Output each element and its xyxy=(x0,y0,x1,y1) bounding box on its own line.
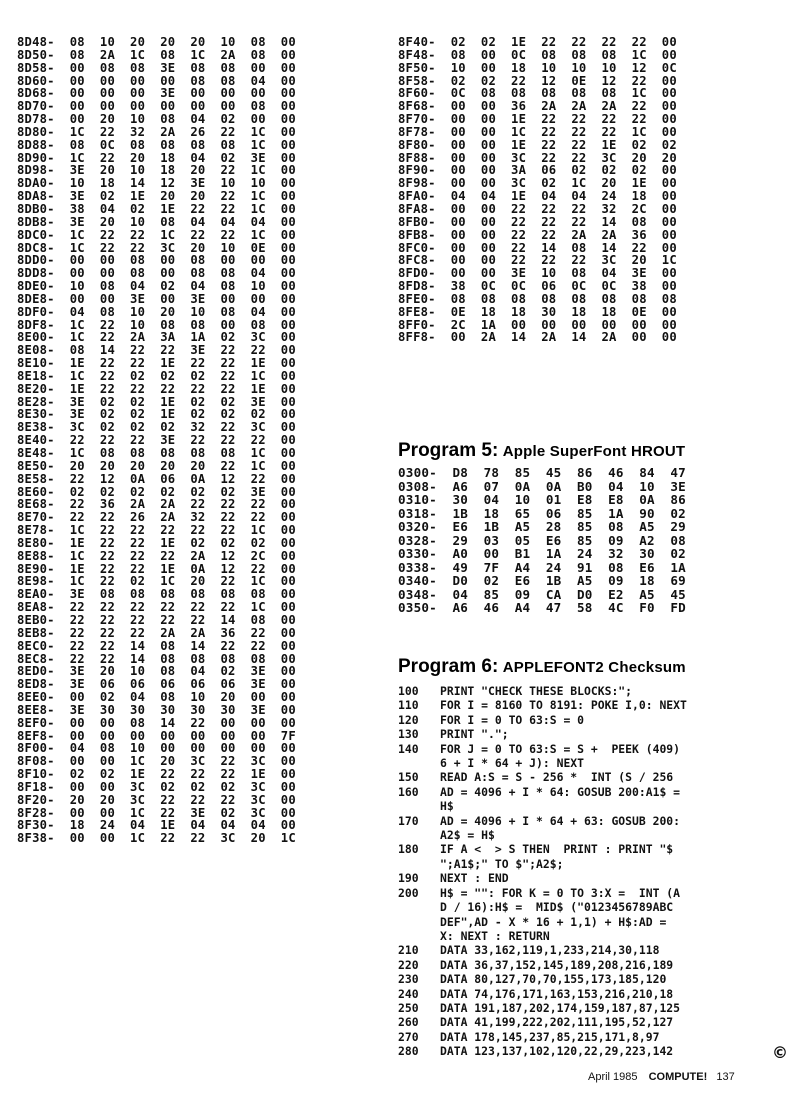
basic-line-code: DATA 123,137,102,120,22,29,223,142 xyxy=(440,1044,674,1059)
hex-row: 8F70- 00 00 1E 22 22 22 22 00 xyxy=(398,112,677,127)
basic-line xyxy=(398,886,793,944)
basic-line-code: IF A < > S THEN PRINT : PRINT "$ ";A1$;" TO $";A2$; xyxy=(440,842,674,871)
basic-line-number: 210 xyxy=(398,943,419,958)
hex-row: 8E70- 22 22 26 2A 32 22 22 00 xyxy=(17,510,296,525)
hex-row: 8FD8- 38 0C 0C 06 0C 0C 38 00 xyxy=(398,279,677,294)
hex-row: 0310- 30 04 10 01 E8 E8 0A 86 xyxy=(398,492,686,507)
hex-row: 8FE0- 08 08 08 08 08 08 08 08 xyxy=(398,291,677,306)
hex-row: 0318- 1B 18 65 06 85 1A 90 02 xyxy=(398,505,686,521)
hex-row: 8FF0- 2C 1A 00 00 00 00 00 00 xyxy=(398,317,677,332)
hex-row: 0320- E6 1B A5 28 85 08 A5 29 xyxy=(398,519,686,534)
program5-title: Apple SuperFont HROUT xyxy=(502,443,686,460)
basic-line-code: READ A:S = S - 256 * INT (S / 256 xyxy=(440,770,674,785)
hex-row: 8E90- 1E 22 22 1E 0A 12 22 00 xyxy=(17,561,296,576)
basic-line xyxy=(398,987,793,1001)
basic-line-code: DATA 80,127,70,70,155,173,185,120 xyxy=(440,972,667,987)
hex-row: 0350- A6 46 A4 47 58 4C F0 FD xyxy=(398,600,686,615)
hex-row: 8FC0- 00 00 22 14 08 14 22 00 xyxy=(398,240,677,255)
hex-row: 8DD8- 00 00 08 00 08 08 04 00 xyxy=(17,266,296,281)
basic-line xyxy=(398,713,793,727)
basic-line xyxy=(398,727,793,741)
basic-line-number: 100 xyxy=(398,684,419,698)
hex-row: 8EC0- 22 22 14 08 14 22 22 00 xyxy=(17,638,296,653)
hex-row: 8E50- 20 20 20 20 20 22 1C 00 xyxy=(17,458,296,473)
hex-row: 0308- A6 07 0A 0A B0 04 10 3E xyxy=(398,478,686,494)
hex-row: 8DB8- 3E 20 10 08 04 04 04 00 xyxy=(17,214,296,229)
hex-row: 8ED8- 3E 06 06 06 06 06 3E 00 xyxy=(17,677,296,692)
hex-row: 0340- D0 02 E6 1B A5 09 18 69 xyxy=(398,573,686,588)
basic-line-code: DATA 178,145,237,85,215,171,8,97 xyxy=(440,1029,660,1044)
basic-line xyxy=(398,1044,793,1058)
basic-line-number: 220 xyxy=(398,957,419,972)
hex-row: 8FB0- 00 00 22 22 22 14 08 00 xyxy=(398,214,677,229)
basic-line-code: DATA 41,199,222,202,111,195,52,127 xyxy=(440,1015,674,1030)
hex-row: 8EB0- 22 22 22 22 22 14 08 00 xyxy=(17,612,296,627)
hex-row: 8F18- 00 00 3C 02 02 02 3C 00 xyxy=(17,779,296,794)
hex-row: 8D68- 00 00 00 3E 00 00 00 00 xyxy=(17,86,296,101)
basic-line-number: 190 xyxy=(398,871,419,886)
hex-row: 8F58- 02 02 22 12 0E 12 22 00 xyxy=(398,73,677,88)
hex-row: 8E60- 02 02 02 02 02 02 3E 00 xyxy=(17,484,296,499)
hex-row: 8E68- 22 36 2A 2A 22 22 22 00 xyxy=(17,497,296,512)
hex-row: 8DD0- 00 00 08 00 08 00 00 00 xyxy=(17,253,296,268)
basic-line-code: DATA 36,37,152,145,189,208,216,189 xyxy=(440,957,674,972)
basic-line xyxy=(398,958,793,972)
hex-row: 8D60- 00 00 00 00 08 08 04 00 xyxy=(17,73,296,88)
hex-row: 8F90- 00 00 3A 06 02 02 02 00 xyxy=(398,163,677,178)
hex-dump-right-column xyxy=(398,36,677,344)
hex-row: 8E30- 3E 02 02 1E 02 02 02 00 xyxy=(17,407,296,422)
hex-row: 8FA0- 04 04 1E 04 04 24 18 00 xyxy=(398,189,677,204)
hex-row: 8D70- 00 00 00 00 00 00 08 00 xyxy=(17,99,296,114)
program6-label: Program 6: xyxy=(398,656,499,677)
hex-row: 8DE8- 00 00 3E 00 3E 00 00 00 xyxy=(17,291,296,306)
hex-row: 8EC8- 22 22 14 08 08 08 08 00 xyxy=(17,651,296,666)
hex-row: 8E48- 1C 08 08 08 08 08 1C 00 xyxy=(17,446,296,460)
basic-line-number: 270 xyxy=(398,1029,419,1044)
hex-row: 8E78- 1C 22 22 22 22 22 1C 00 xyxy=(17,523,296,538)
basic-line-number: 180 xyxy=(398,842,419,857)
hex-row: 0330- A0 00 B1 1A 24 32 30 02 xyxy=(398,546,686,561)
hex-row: 8E00- 1C 22 2A 3A 1A 02 3C 00 xyxy=(17,330,296,345)
basic-line-number: 240 xyxy=(398,986,419,1001)
hex-row: 8FE8- 0E 18 18 30 18 18 0E 00 xyxy=(398,304,677,319)
hex-row: 8FA8- 00 00 22 22 22 32 2C 00 xyxy=(398,201,677,216)
basic-line-number: 170 xyxy=(398,813,419,828)
hex-row: 0338- 49 7F A4 24 91 08 E6 1A xyxy=(398,559,686,575)
hex-row: 8EF8- 00 00 00 00 00 00 00 7F xyxy=(17,728,296,743)
hex-row: 8D88- 08 0C 08 08 08 08 1C 00 xyxy=(17,137,296,152)
hex-row: 8EE8- 3E 30 30 30 30 30 3E 00 xyxy=(17,702,296,717)
hex-row: 8FB8- 00 00 22 22 2A 2A 36 00 xyxy=(398,227,677,242)
hex-row: 8E58- 22 12 0A 06 0A 12 22 00 xyxy=(17,471,296,486)
basic-line xyxy=(398,785,793,814)
hex-row: 0328- 29 03 05 E6 85 09 A2 08 xyxy=(398,532,686,548)
hex-row: 8F28- 00 00 1C 22 3E 02 3C 00 xyxy=(17,805,296,820)
basic-line xyxy=(398,1030,793,1044)
hex-row: 8E98- 1C 22 02 1C 20 22 1C 00 xyxy=(17,574,296,589)
hex-row: 8D80- 1C 22 32 2A 26 22 1C 00 xyxy=(17,124,296,139)
basic-line xyxy=(398,742,793,771)
hex-row: 8F20- 20 20 3C 22 22 22 3C 00 xyxy=(17,792,296,807)
program5-heading xyxy=(398,440,685,462)
hex-row: 8F30- 18 24 04 1E 04 04 04 00 xyxy=(17,818,296,833)
basic-line-number: 140 xyxy=(398,741,419,756)
basic-line-number: 120 xyxy=(398,712,419,727)
basic-line-number: 260 xyxy=(398,1015,419,1030)
basic-line-number: 280 xyxy=(398,1044,419,1059)
basic-line xyxy=(398,943,793,957)
footer-page-number: 137 xyxy=(716,1071,735,1083)
basic-line-number: 150 xyxy=(398,770,419,785)
basic-line-code: PRINT "CHECK THESE BLOCKS:"; xyxy=(440,684,633,698)
hex-row: 8F38- 00 00 1C 22 22 3C 20 1C xyxy=(17,831,296,846)
basic-line-code: AD = 4096 + I * 64 + 63: GOSUB 200: A2$ = H$ xyxy=(440,813,681,843)
basic-line xyxy=(398,814,793,843)
hex-row: 8EB8- 22 22 22 2A 2A 36 22 00 xyxy=(17,625,296,640)
hex-row: 8D90- 1C 22 20 18 04 02 3E 00 xyxy=(17,150,296,165)
basic-line-code: FOR J = 0 TO 63:S = S + PEEK (409) 6 + I * 64 + J): NEXT xyxy=(440,741,681,771)
basic-line-code: DATA 74,176,171,163,153,216,210,18 xyxy=(440,986,674,1001)
hex-row: 8DC0- 1C 22 22 1C 22 22 1C 00 xyxy=(17,227,296,242)
basic-line-code: DATA 33,162,119,1,233,214,30,118 xyxy=(440,943,660,958)
hex-row: 8F50- 10 00 18 10 10 10 12 0C xyxy=(398,60,677,75)
program6-title: APPLEFONT2 Checksum xyxy=(502,659,686,676)
basic-line-number: 160 xyxy=(398,784,419,799)
hex-row: 8E08- 08 14 22 22 3E 22 22 00 xyxy=(17,343,296,358)
hex-row: 8E88- 1C 22 22 22 2A 12 2C 00 xyxy=(17,548,296,563)
basic-line xyxy=(398,1015,793,1029)
hex-row: 8DB0- 38 04 02 1E 22 22 1C 00 xyxy=(17,201,296,216)
hex-row: 8F88- 00 00 3C 22 22 3C 20 20 xyxy=(398,150,677,165)
hex-row: 8DC8- 1C 22 22 3C 20 10 0E 00 xyxy=(17,240,296,255)
page-footer xyxy=(588,1071,735,1083)
basic-line-code: PRINT "."; xyxy=(440,727,509,742)
hex-row: 8ED0- 3E 20 10 08 04 02 3E 00 xyxy=(17,664,296,679)
basic-line xyxy=(398,684,793,698)
hex-row: 8E10- 1E 22 22 1E 22 22 1E 00 xyxy=(17,356,296,371)
program5-hex-listing xyxy=(398,466,686,615)
basic-line-code: FOR I = 8160 TO 8191: POKE I,0: NEXT xyxy=(440,698,687,713)
hex-row: 8DF0- 04 08 10 20 10 08 04 00 xyxy=(17,304,296,319)
basic-line xyxy=(398,842,793,871)
basic-line xyxy=(398,1001,793,1015)
basic-line-number: 130 xyxy=(398,727,419,742)
basic-line-code: NEXT : END xyxy=(440,871,509,886)
hex-row: 8EA0- 3E 08 08 08 08 08 08 00 xyxy=(17,587,296,602)
hex-row: 8FF8- 00 2A 14 2A 14 2A 00 00 xyxy=(398,330,677,345)
hex-row: 8FD0- 00 00 3E 10 08 04 3E 00 xyxy=(398,266,677,281)
hex-row: 8F68- 00 00 36 2A 2A 2A 22 00 xyxy=(398,99,677,114)
hex-row: 8EE0- 00 02 04 08 10 20 00 00 xyxy=(17,690,296,705)
basic-line xyxy=(398,770,793,784)
hex-row: 8F48- 08 00 0C 08 08 08 1C 00 xyxy=(398,47,677,62)
hex-row: 8D58- 00 08 08 3E 08 08 00 00 xyxy=(17,60,296,75)
hex-row: 8F98- 00 00 3C 02 1C 20 1E 00 xyxy=(398,176,677,191)
basic-line-number: 230 xyxy=(398,972,419,987)
program6-heading xyxy=(398,656,686,678)
basic-line xyxy=(398,871,793,885)
basic-line-number: 200 xyxy=(398,885,419,900)
hex-row: 8F78- 00 00 1C 22 22 22 1C 00 xyxy=(398,124,677,139)
basic-line-number: 250 xyxy=(398,1000,419,1015)
hex-row: 8E18- 1C 22 02 02 02 22 1C 00 xyxy=(17,368,296,383)
hex-row: 8EF0- 00 00 08 14 22 00 00 00 xyxy=(17,715,296,730)
program5-label: Program 5: xyxy=(398,440,499,461)
hex-row: 8F80- 00 00 1E 22 22 1E 02 02 xyxy=(398,137,677,152)
hex-row: 8D98- 3E 20 10 18 20 22 1C 00 xyxy=(17,163,296,178)
hex-row: 8EA8- 22 22 22 22 22 22 1C 00 xyxy=(17,600,296,615)
program6-basic-listing xyxy=(398,684,793,1059)
hex-dump-left-column xyxy=(17,36,296,845)
copyright-symbol: © xyxy=(772,1043,788,1062)
hex-row: 8DA0- 10 18 14 12 3E 10 10 00 xyxy=(17,176,296,191)
hex-row: 0348- 04 85 09 CA D0 E2 A5 45 xyxy=(398,586,686,602)
hex-row: 0300- D8 78 85 45 86 46 84 47 xyxy=(398,465,686,480)
basic-line-number: 110 xyxy=(398,698,419,713)
hex-row: 8F10- 02 02 1E 22 22 22 1E 00 xyxy=(17,767,296,782)
hex-row: 8E20- 1E 22 22 22 22 22 1E 00 xyxy=(17,381,296,396)
basic-line xyxy=(398,972,793,986)
basic-line-code: H$ = "": FOR K = 0 TO 3:X = INT (A D / 16):H$ = MID$ ("0123456789ABC DEF",AD - X * 16 + 1,1) + H$:AD = X: NEXT : RETURN xyxy=(440,885,681,943)
footer-date: April 1985 xyxy=(588,1071,638,1083)
hex-row: 8F40- 02 02 1E 22 22 22 22 00 xyxy=(398,35,677,49)
hex-row: 8F60- 0C 08 08 08 08 08 1C 00 xyxy=(398,86,677,101)
hex-row: 8E38- 3C 02 02 02 32 22 3C 00 xyxy=(17,420,296,435)
hex-row: 8D48- 08 10 20 20 20 10 08 00 xyxy=(17,35,296,49)
hex-row: 8D50- 08 2A 1C 08 1C 2A 08 00 xyxy=(17,47,296,62)
basic-line-code: DATA 191,187,202,174,159,187,87,125 xyxy=(440,1000,681,1015)
hex-row: 8E80- 1E 22 22 1E 02 02 02 00 xyxy=(17,535,296,550)
hex-row: 8E28- 3E 02 02 1E 02 02 3E 00 xyxy=(17,394,296,409)
footer-magazine: COMPUTE! xyxy=(648,1071,708,1083)
hex-row: 8F08- 00 00 1C 20 3C 22 3C 00 xyxy=(17,754,296,769)
hex-row: 8D78- 00 20 10 08 04 02 00 00 xyxy=(17,112,296,127)
hex-row: 8DF8- 1C 22 10 08 08 00 08 00 xyxy=(17,317,296,332)
basic-line-code: FOR I = 0 TO 63:S = 0 xyxy=(440,712,585,727)
basic-line xyxy=(398,698,793,712)
basic-line-code: AD = 4096 + I * 64: GOSUB 200:A1$ = H$ xyxy=(440,784,681,814)
hex-row: 8E40- 22 22 22 3E 22 22 22 00 xyxy=(17,433,296,448)
hex-row: 8F00- 04 08 10 00 00 00 00 00 xyxy=(17,741,296,756)
hex-row: 8FC8- 00 00 22 22 22 3C 20 1C xyxy=(398,253,677,268)
hex-row: 8DA8- 3E 02 1E 20 20 22 1C 00 xyxy=(17,189,296,204)
hex-row: 8DE0- 10 08 04 02 04 08 10 00 xyxy=(17,279,296,294)
